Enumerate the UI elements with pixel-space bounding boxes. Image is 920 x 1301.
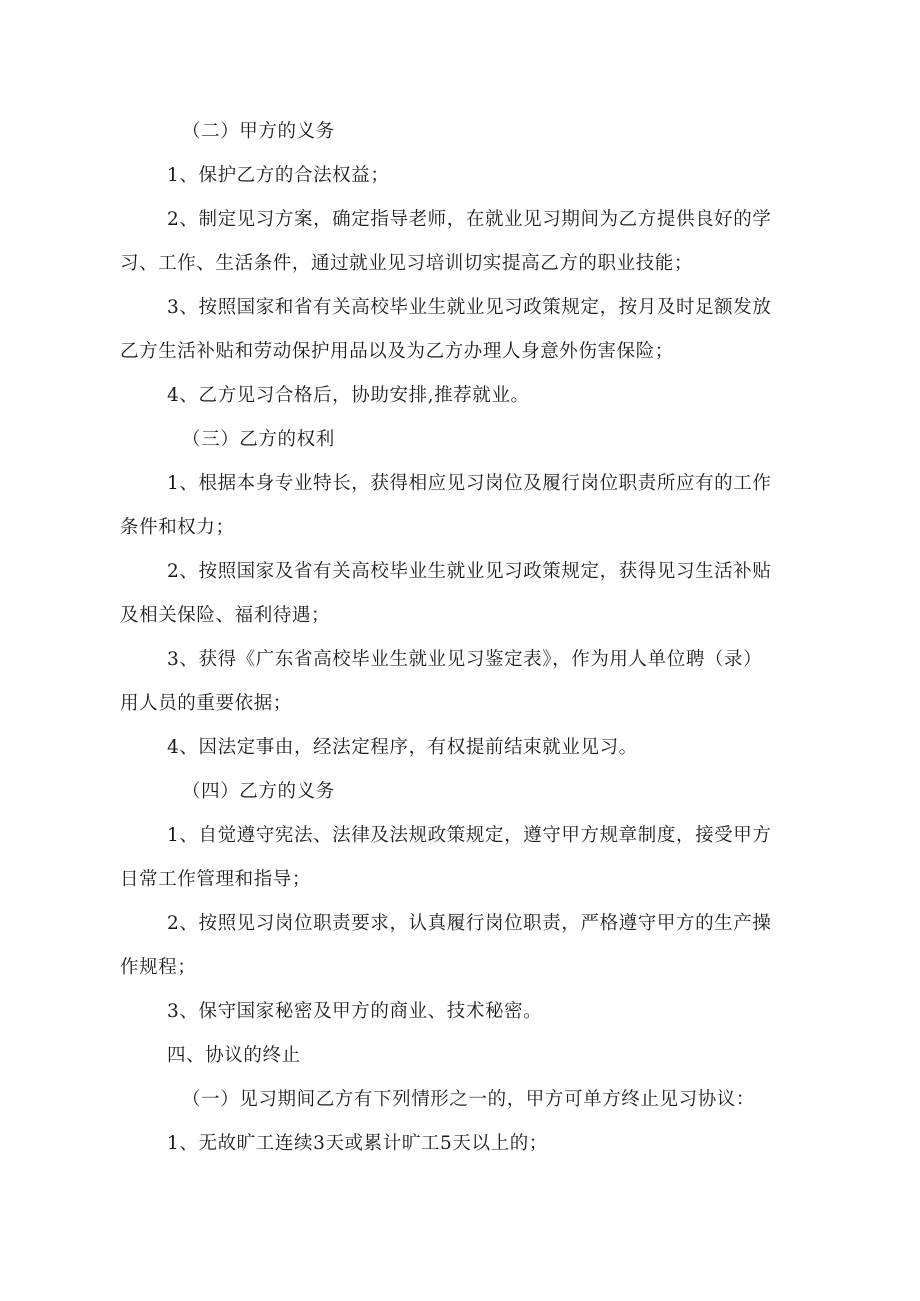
clause-continuation: 条件和权力； [120,517,235,538]
subheading-unilateral-termination: （一）见习期间乙方有下列情形之一的，甲方可单方终止见习协议： [182,1089,756,1110]
clause-item: 4、因法定事由，经法定程序，有权提前结束就业见习。 [167,737,638,758]
section-heading-termination: 四、协议的终止 [167,1045,301,1066]
clause-continuation: 日常工作管理和指导； [120,869,312,890]
document-body [120,110,810,1166]
clause-item: 1、根据本身专业特长，获得相应见习岗位及履行岗位职责所应有的工作 [167,473,772,494]
clause-item: 2、按照见习岗位职责要求，认真履行岗位职责，严格遵守甲方的生产操 [167,913,772,934]
clause-continuation: 用人员的重要依据； [120,693,292,714]
clause-continuation: 及相关保险、福利待遇； [120,605,331,626]
clause-continuation: 习、工作、生活条件，通过就业见习培训切实提高乙方的职业技能； [120,253,694,274]
clause-item: 3、获得《广东省高校毕业生就业见习鉴定表》，作为用人单位聘（录） [167,649,763,670]
subheading-party-b-rights: （三）乙方的权利 [182,429,335,450]
clause-continuation: 作规程； [120,957,197,978]
clause-item: 3、按照国家和省有关高校毕业生就业见习政策规定，按月及时足额发放 [167,297,772,318]
clause-item: 2、按照国家及省有关高校毕业生就业见习政策规定，获得见习生活补贴 [167,561,772,582]
clause-item: 3、保守国家秘密及甲方的商业、技术秘密。 [167,1001,543,1022]
clause-item: 1、保护乙方的合法权益； [167,165,390,186]
subheading-party-a-duties: （二）甲方的义务 [182,121,335,142]
subheading-party-b-duties: （四）乙方的义务 [182,781,335,802]
clause-item: 1、自觉遵守宪法、法律及法规政策规定，遵守甲方规章制度，接受甲方 [167,825,772,846]
clause-continuation: 乙方生活补贴和劳动保护用品以及为乙方办理人身意外伤害保险； [120,341,674,362]
clause-item: 4、乙方见习合格后，协助安排,推荐就业。 [167,385,530,406]
clause-item: 1、无故旷工连续3天或累计旷工5天以上的； [167,1133,548,1154]
clause-item: 2、制定见习方案，确定指导老师，在就业见习期间为乙方提供良好的学 [167,209,772,230]
